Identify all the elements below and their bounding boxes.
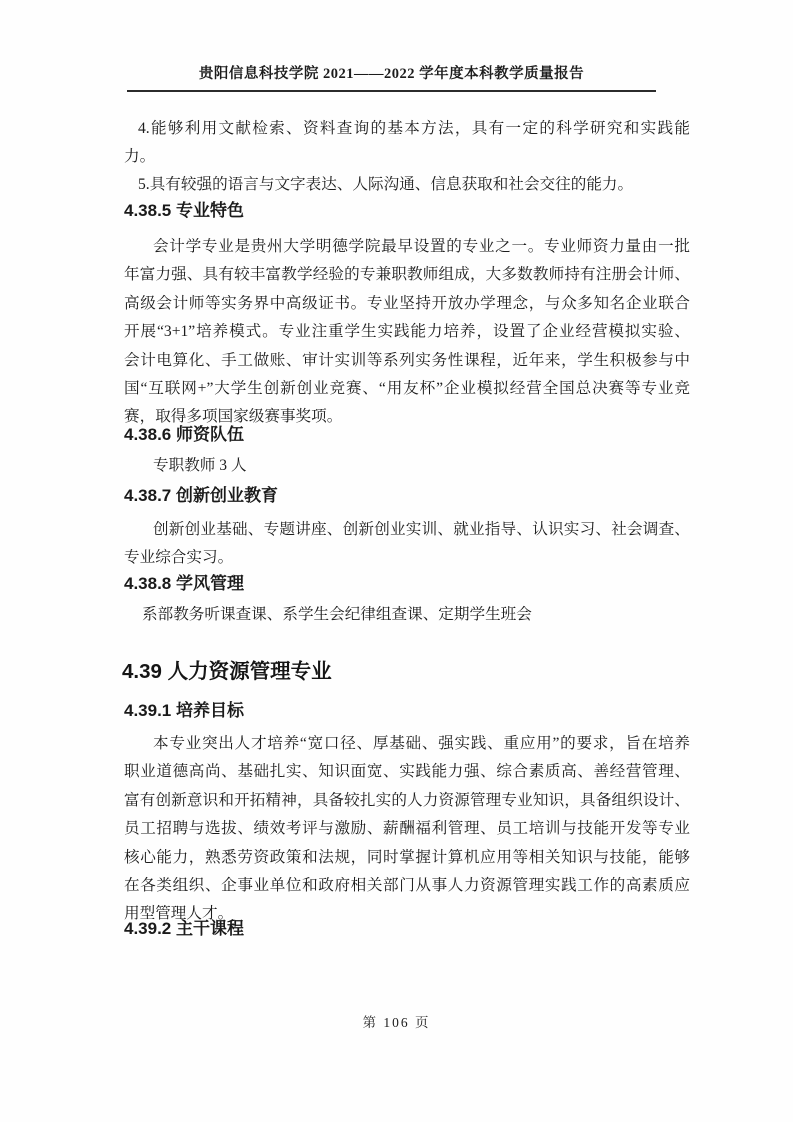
paragraph-line: 富有创新意识和开拓精神，具备较扎实的人力资源管理专业知识，具备组织设计、 (124, 791, 690, 809)
page-number-footer: 第 106 页 (362, 1015, 431, 1030)
section-heading-4-38-5: 4.38.5 专业特色 (124, 201, 244, 220)
paragraph-line: 会计电算化、手工做账、审计实训等系列实务性课程，近年来，学生积极参与中 (124, 351, 690, 369)
paragraph-line: 年富力强、具有较丰富教学经验的专兼职教师组成，大多数教师持有注册会计师、 (124, 266, 690, 284)
paragraph-line: 用型管理人才。 (124, 905, 234, 923)
paragraph-innovation-education (124, 516, 690, 573)
paragraph-line: 系部教务听课查课、系学生会纪律组查课、定期学生班会 (142, 606, 532, 623)
paragraph-study-style (124, 601, 690, 629)
paragraph-line: 开展“3+1”培养模式。专业注重学生实践能力培养，设置了企业经营模拟实验、 (124, 323, 690, 341)
paragraph-line: 创新创业基础、专题讲座、创新创业实训、就业指导、认识实习、社会调查、 (153, 521, 690, 538)
paragraph-line: 专业综合实习。 (124, 549, 234, 567)
paragraph-line: 本专业突出人才培养“宽口径、厚基础、强实践、重应用”的要求，旨在培养 (153, 735, 690, 752)
section-heading-4-38-6: 4.38.6 师资队伍 (124, 425, 244, 444)
paragraph-line: 高级会计师等实务界中高级证书。专业坚持开放办学理念，与众多知名企业联合 (124, 294, 690, 312)
paragraph-line: 核心能力，熟悉劳资政策和法规，同时掌握计算机应用等相关知识与技能，能够 (124, 848, 690, 866)
paragraph-line: 国“互联网+”大学生创新创业竞赛、“用友杯”企业模拟经营全国总决赛等专业竞 (124, 380, 690, 398)
paragraph-line: 力。 (124, 148, 156, 166)
paragraph-major-features (124, 233, 690, 432)
page-header-title: 贵阳信息科技学院 2021——2022 学年度本科教学质量报告 (198, 66, 585, 82)
paragraph-line: 会计学专业是贵州大学明德学院最早设置的专业之一。专业师资力量由一批 (153, 238, 690, 255)
section-heading-4-39-2: 4.39.2 主干课程 (124, 919, 244, 938)
paragraph-item-4 (124, 115, 690, 172)
paragraph-line: 职业道德高尚、基础扎实、知识面宽、实践能力强、综合素质高、善经营管理、 (124, 763, 690, 781)
header-rule (127, 90, 656, 92)
section-heading-4-38-8: 4.38.8 学风管理 (124, 574, 244, 593)
section-heading-4-39-1: 4.39.1 培养目标 (124, 701, 244, 720)
paragraph-training-objectives (124, 730, 690, 929)
paragraph-line: 在各类组织、企事业单位和政府相关部门从事人力资源管理实践工作的高素质应 (124, 877, 690, 895)
paragraph-line: 5.具有较强的语言与文字表达、人际沟通、信息获取和社会交往的能力。 (138, 176, 634, 193)
paragraph-faculty (124, 452, 690, 480)
paragraph-item-5 (124, 171, 690, 199)
paragraph-line: 4.能够利用文献检索、资料查询的基本方法，具有一定的科学研究和实践能 (138, 120, 690, 137)
paragraph-line: 赛，取得多项国家级赛事奖项。 (124, 408, 343, 426)
section-heading-4-39: 4.39 人力资源管理专业 (122, 660, 332, 683)
paragraph-line: 专职教师 3 人 (153, 457, 247, 474)
paragraph-line: 员工招聘与选拔、绩效考评与激励、薪酬福利管理、员工培训与技能开发等专业 (124, 820, 690, 838)
section-heading-4-38-7: 4.38.7 创新创业教育 (124, 486, 278, 505)
